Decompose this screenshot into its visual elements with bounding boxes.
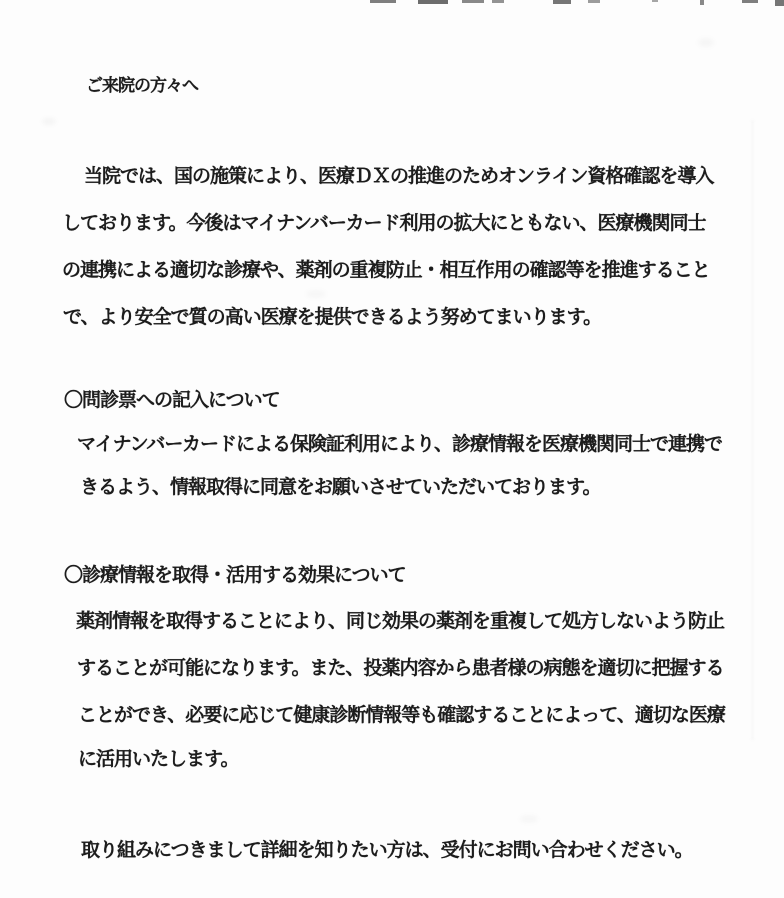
section-body-line: マイナンバーカードによる保険証利用により、診療情報を医療機関同士で連携で [77, 434, 722, 455]
paper-smudge [42, 118, 56, 125]
intro-line: しております。今後はマイナンバーカード利用の拡大にともない、医療機関同士 [62, 213, 706, 234]
section-body-line: 薬剤情報を取得することにより、同じ効果の薬剤を重複して処方しないよう防止 [76, 611, 725, 632]
scan-artifact [742, 0, 758, 3]
scan-artifact [370, 0, 396, 3]
section-heading-questionnaire: 〇問診票への記入について [64, 390, 280, 411]
scan-artifact [775, 0, 784, 6]
paper-smudge [520, 815, 538, 823]
scan-artifact [553, 0, 571, 4]
intro-line: 当院では、国の施策により、医療ＤＸの推進のためオンライン資格確認を導入 [84, 166, 714, 187]
scan-artifact [418, 0, 448, 4]
intro-line: の連携による適切な診療や、薬剤の重複防止・相互作用の確認等を推進すること [62, 260, 710, 281]
scan-artifact [492, 0, 504, 3]
scan-artifact [700, 0, 704, 5]
section-body-line: に活用いたします。 [78, 749, 239, 770]
section-body-line: きるよう、情報取得に同意をお願いさせていただいております。 [80, 477, 601, 498]
section-body-line: ことができ、必要に応じて健康診断情報等も確認することによって、適切な医療 [78, 705, 725, 726]
section-heading-info-usage: 〇診療情報を取得・活用する効果について [64, 565, 406, 586]
paper-edge-shadow [751, 120, 754, 740]
section-body-line: することが可能になります。また、投薬内容から患者様の病態を適切に把握する [77, 658, 724, 679]
intro-line: で、より安全で質の高い医療を提供できるよう努めてまいります。 [63, 307, 602, 328]
document-title: ご来院の方々へ [86, 76, 198, 95]
paper-smudge [306, 290, 326, 298]
paper-smudge [698, 38, 714, 47]
scan-artifact [652, 0, 658, 2]
closing-line: 取り組みにつきまして詳細を知りたい方は、受付にお問い合わせください。 [81, 840, 693, 861]
scan-artifact [588, 0, 600, 3]
scan-artifact [462, 0, 484, 3]
